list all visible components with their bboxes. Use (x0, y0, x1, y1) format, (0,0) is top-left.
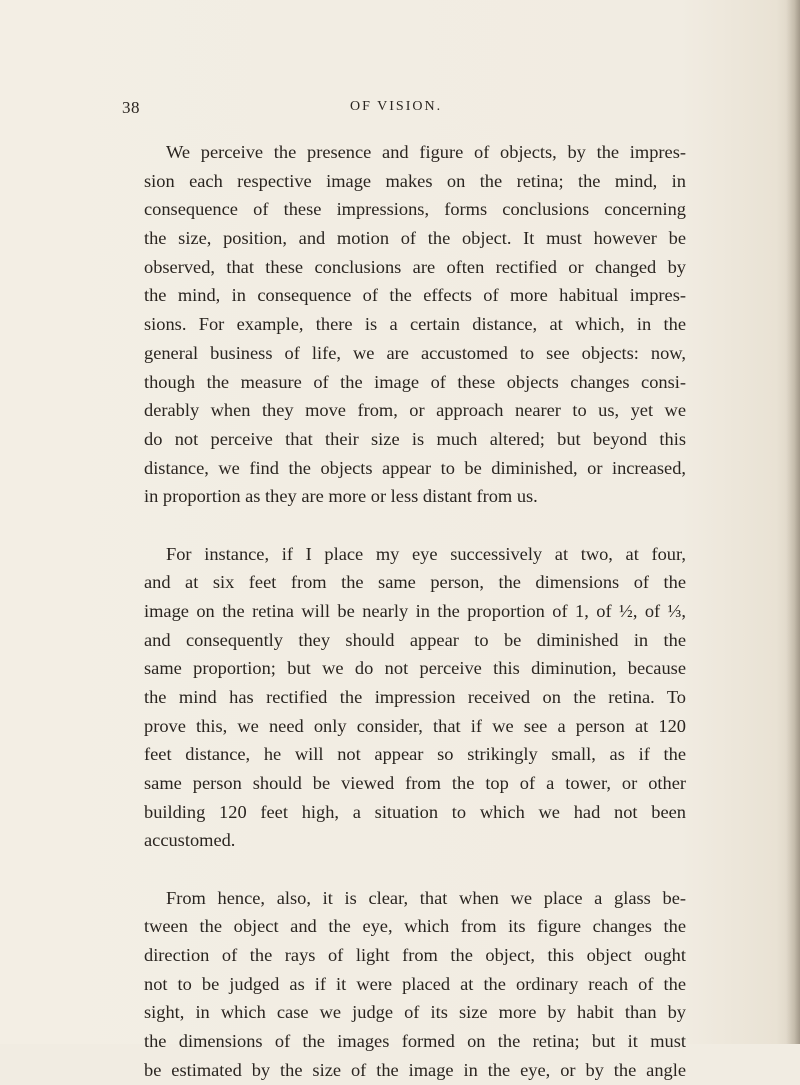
page-number: 38 (122, 98, 140, 117)
running-title: OF VISION. (350, 99, 443, 114)
text-line: same proportion; but we do not perceive this diminution, because (144, 658, 686, 679)
text-line: tween the object and the eye, which from its figure changes the (144, 916, 686, 937)
text-line: the mind, in consequence of the effects of more habitual impres- (144, 285, 686, 306)
text-line: derably when they move from, or approach nearer to us, yet we (144, 400, 686, 421)
text-line: From hence, also, it is clear, that when we place a glass be- (166, 887, 686, 908)
text-line: feet distance, he will not appear so strikingly small, as if the (144, 744, 686, 765)
running-head (0, 98, 800, 122)
text-line: general business of life, we are accustomed to see objects: now, (144, 342, 686, 363)
paragraph-2 (122, 540, 686, 856)
text-line: and consequently they should appear to be diminished in the (144, 629, 686, 650)
text-line: building 120 feet high, a situation to which we had not been (144, 801, 686, 822)
text-line: the size, position, and motion of the object. It must however be (144, 228, 686, 249)
text-line: be estimated by the size of the image in the eye, or by the angle (144, 1059, 686, 1080)
page-edge-shadow (786, 0, 800, 1044)
text-line: not to be judged as if it were placed at the ordinary reach of the (144, 973, 686, 994)
text-line: observed, that these conclusions are often rectified or changed by (144, 256, 686, 277)
text-line: accustomed. (144, 830, 236, 851)
text-line: image on the retina will be nearly in the proportion of 1, of ½, of ⅓, (144, 600, 686, 621)
text-line: do not perceive that their size is much altered; but beyond this (144, 428, 686, 449)
text-line: distance, we find the objects appear to be diminished, or increased, (144, 457, 686, 478)
text-line: in proportion as they are more or less distant from us. (144, 486, 538, 507)
paragraph-1 (122, 138, 686, 511)
text-line: consequence of these impressions, forms conclusions concerning (144, 199, 686, 220)
text-line: though the measure of the image of these objects changes consi- (144, 371, 686, 392)
text-line: sions. For example, there is a certain distance, at which, in the (144, 314, 686, 335)
text-line: prove this, we need only consider, that if we see a person at 120 (144, 715, 686, 736)
text-line: For instance, if I place my eye successively at two, at four, (166, 543, 686, 564)
body-text (122, 138, 686, 1085)
text-line: same person should be viewed from the top of a tower, or other (144, 773, 686, 794)
text-line: the mind has rectified the impression received on the retina. To (144, 686, 686, 707)
text-line: and at six feet from the same person, the dimensions of the (144, 572, 686, 593)
text-line: sion each respective image makes on the retina; the mind, in (144, 170, 686, 191)
text-line: sight, in which case we judge of its size more by habit than by (144, 1002, 686, 1023)
text-line: the dimensions of the images formed on the retina; but it must (144, 1031, 686, 1052)
paragraph-3 (122, 884, 686, 1085)
text-line: We perceive the presence and figure of objects, by the impres- (166, 142, 686, 162)
text-line: direction of the rays of light from the object, this object ought (144, 945, 686, 966)
